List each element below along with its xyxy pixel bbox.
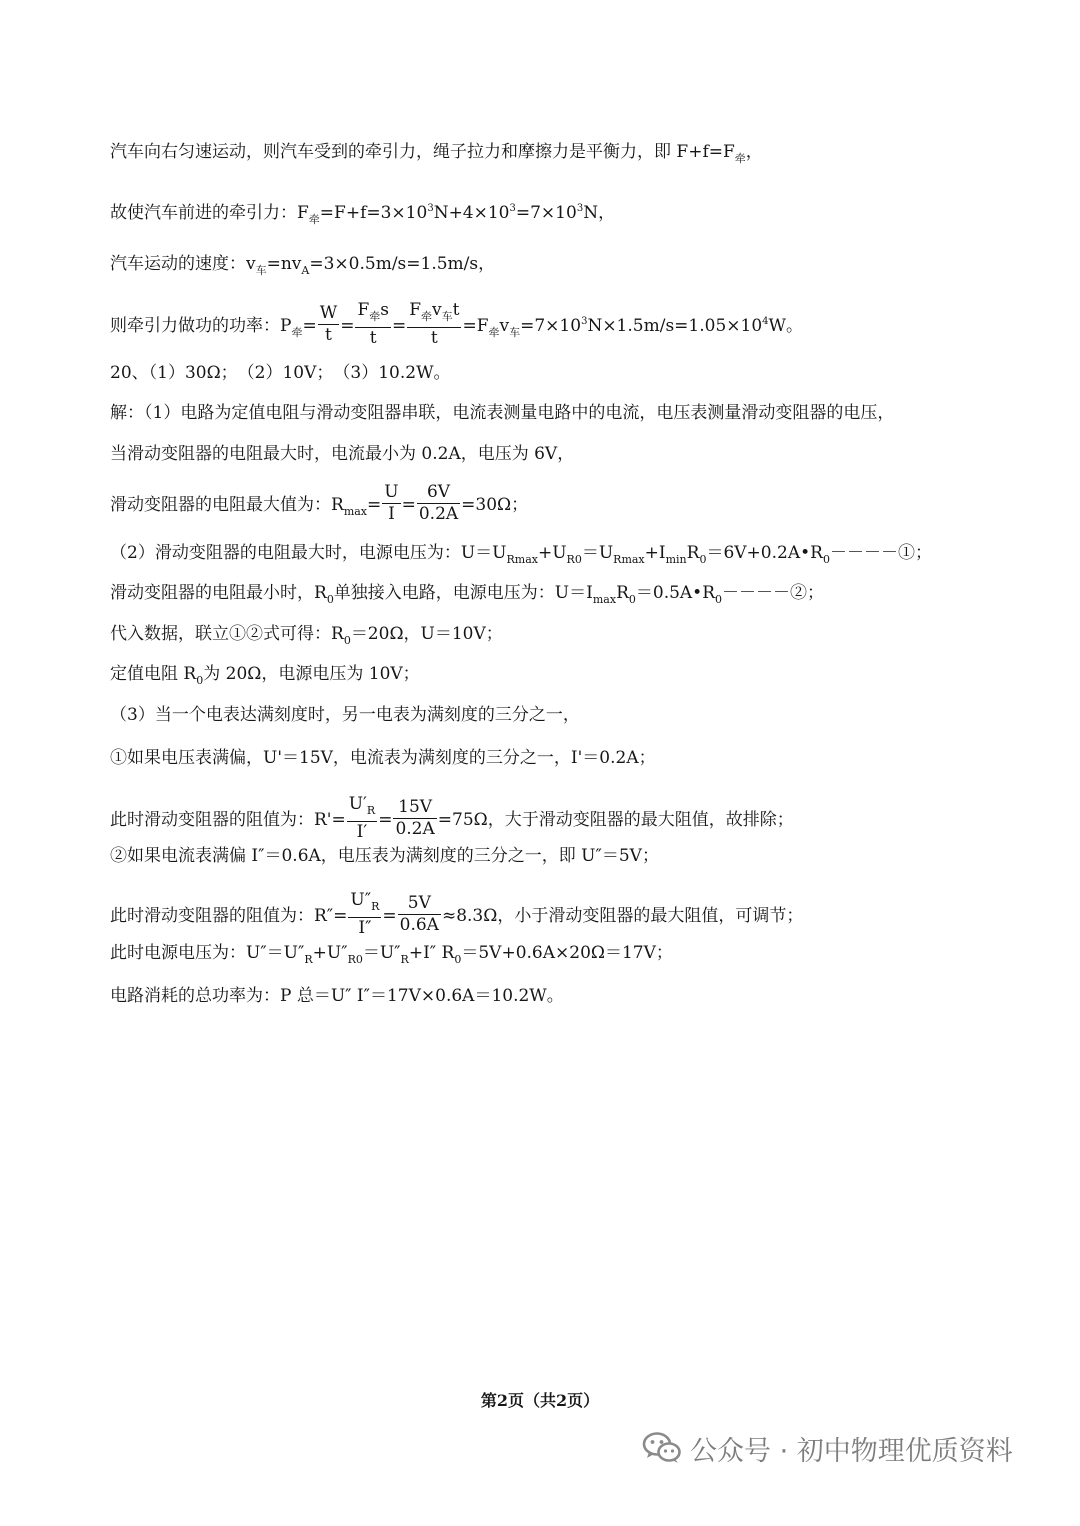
fraction-5v-over-06a: [398, 893, 441, 936]
subscript: 0: [699, 553, 707, 566]
fraction-ur2-over-i2: [348, 890, 381, 939]
text-line-7: [110, 443, 574, 465]
superscript: 3: [509, 203, 516, 214]
text: 电路消耗的总功率为：P 总＝U″ I″＝17V×0.6A＝10.2W。: [110, 986, 564, 1006]
text: N+4×10: [433, 203, 510, 223]
text: （3）当一个电表达满刻度时，另一电表为满刻度的三分之一，: [110, 705, 580, 725]
answer-summary: 20、（1）30Ω； （2）10V； （3）10.2W。: [110, 363, 451, 383]
text: =: [302, 316, 317, 336]
text: =nv: [266, 254, 302, 274]
numerator: [407, 300, 461, 328]
text: =F+f=3×10: [319, 203, 428, 223]
text: ≈8.3Ω，小于滑动变阻器的最大阻值，可调节；: [441, 906, 804, 926]
numerator: 15V: [393, 797, 436, 819]
text: （2）滑动变阻器的电阻最大时，电源电压为：U＝U: [110, 543, 507, 563]
text: ＝6V+0.2A•R: [706, 543, 823, 563]
text-line-13: [110, 704, 580, 726]
text: 汽车向右匀速运动，则汽车受到的牵引力，绳子拉力和摩擦力是平衡力，即 F+f=F: [110, 142, 735, 162]
text-line-18: [110, 942, 673, 971]
text: =7×10: [515, 203, 577, 223]
denominator: 0.6A: [399, 915, 439, 935]
subscript: max: [343, 505, 368, 518]
numerator: W: [319, 303, 338, 323]
text: F: [357, 300, 370, 320]
text-line-14: [110, 747, 656, 769]
text: =75Ω，大于滑动变阻器的最大阻值，故排除；: [437, 810, 794, 830]
subscript: R: [400, 953, 409, 966]
text: 解：（1）电路为定值电阻与滑动变阻器串联，电流表测量电路中的电流，电压表测量滑动变阻器的电压，: [110, 403, 895, 423]
text: +U″: [312, 943, 348, 963]
denominator: I′: [356, 822, 368, 842]
denominator: 0.2A: [395, 819, 435, 839]
text: ，: [745, 142, 763, 162]
denominator: 0.2A: [418, 504, 459, 524]
wechat-icon: [642, 1431, 682, 1465]
subscript: R0: [347, 953, 363, 966]
fraction-6v-over-02a: [417, 482, 460, 525]
subscript: 0: [326, 593, 334, 606]
text-line-6: [110, 402, 894, 424]
denominator: t: [325, 325, 332, 345]
denominator: t: [369, 328, 377, 348]
subscript: 车: [255, 264, 267, 277]
text: N×1.5m/s=1.05×10: [587, 316, 763, 336]
text: ＝U″: [362, 943, 401, 963]
text: N，: [583, 203, 616, 223]
numerator: U: [384, 482, 399, 502]
superscript: 3: [581, 316, 588, 327]
text: +U: [537, 543, 567, 563]
fraction-15v-over-02a: [393, 797, 436, 840]
text: U′: [348, 794, 367, 814]
text-line-15: [110, 796, 794, 845]
text: R: [616, 583, 629, 603]
subscript: Rmax: [613, 553, 645, 566]
fraction-w-over-t: [318, 303, 339, 346]
watermark-text: 公众号 · 初中物理优质资料: [690, 1435, 1013, 1467]
text-line-2: [110, 198, 615, 231]
denominator: I: [388, 504, 395, 524]
text: 单独接入电路，电源电压为：U＝I: [333, 583, 593, 603]
subscript: R0: [566, 553, 582, 566]
numerator: 5V: [398, 893, 441, 915]
text: ＝5V+0.6A×20Ω＝17V；: [461, 943, 673, 963]
text: t: [452, 300, 460, 320]
subscript: 牵: [488, 326, 500, 339]
denominator: I″: [358, 918, 372, 938]
text: R: [686, 543, 700, 563]
fraction-u-over-i: [382, 482, 400, 525]
text: 滑动变阻器的电阻最小时，R: [110, 583, 327, 603]
text-line-1: [110, 141, 763, 170]
subscript: 牵: [734, 152, 746, 165]
subscript: 0: [343, 634, 351, 647]
subscript: 牵: [369, 310, 381, 323]
text-line-16: [110, 845, 659, 867]
subscript: 0: [196, 674, 204, 687]
text: v: [499, 316, 510, 336]
superscript: 3: [576, 203, 584, 214]
text: v: [432, 300, 442, 320]
text-line-11: [110, 623, 503, 652]
text: =7×10: [520, 316, 582, 336]
text: ①如果电压表满偏，U'＝15V，电流表为满刻度的三分之一，I'＝0.2A；: [110, 748, 656, 768]
text: U″: [350, 890, 372, 910]
fraction-ur-over-i: [347, 794, 377, 843]
text-line-8: [110, 484, 528, 527]
text: 代入数据，联立①②式可得：R: [110, 624, 344, 644]
text: ＝U: [581, 543, 614, 563]
subscript: Rmax: [506, 553, 538, 566]
page-footer: 第2页（共2页）: [480, 1391, 600, 1410]
text: 故使汽车前进的牵引力：F: [110, 203, 309, 223]
numerator: [348, 890, 381, 918]
text: 此时滑动变阻器的阻值为：R'=: [110, 810, 346, 830]
text: +I: [644, 543, 666, 563]
text-line-10: [110, 582, 824, 611]
subscript: 牵: [308, 213, 320, 226]
text: =: [391, 316, 407, 336]
text: =: [378, 810, 393, 830]
subscript: 牵: [291, 326, 303, 339]
text: 则牵引力做功的功率：P: [110, 316, 292, 336]
subscript: A: [301, 264, 310, 277]
text: ＝20Ω，U＝10V；: [350, 624, 503, 644]
fraction-fs-over-t: [355, 300, 391, 349]
subscript: R: [366, 804, 376, 817]
subscript: min: [665, 553, 687, 566]
text: F: [409, 300, 422, 320]
subscript: 0: [454, 953, 462, 966]
text: +I″ R: [408, 943, 455, 963]
text: 当滑动变阻器的电阻最大时，电流最小为 0.2A，电压为 6V，: [110, 444, 575, 464]
text-line-17: [110, 892, 803, 941]
numerator: [347, 794, 377, 822]
text: =3×0.5m/s=1.5m/s，: [309, 254, 496, 274]
text: 为 20Ω，电源电压为 10V；: [203, 664, 420, 684]
subscript: R: [304, 953, 313, 966]
text: ②如果电流表满偏 I″＝0.6A，电压表为满刻度的三分之一，即 U″＝5V；: [110, 846, 659, 866]
text: 汽车运动的速度：v: [110, 254, 256, 274]
text: =: [401, 495, 416, 515]
subscript: 0: [628, 593, 636, 606]
denominator: t: [430, 328, 438, 348]
superscript: 3: [427, 203, 434, 214]
watermark: [642, 1430, 1013, 1466]
text-line-12: [110, 663, 420, 692]
text: W。: [768, 316, 803, 336]
subscript: 0: [822, 553, 830, 566]
text: ＝0.5A•R: [635, 583, 716, 603]
numerator: [355, 300, 391, 328]
subscript: 牵: [421, 310, 433, 323]
subscript: R: [371, 900, 380, 913]
text: =30Ω；: [461, 495, 529, 515]
text-line-9: [110, 542, 932, 571]
subscript: 车: [441, 310, 453, 323]
text: －－－－②；: [722, 583, 825, 603]
subscript: max: [592, 593, 617, 606]
superscript: 4: [762, 316, 769, 327]
text-line-4: [110, 302, 803, 351]
text: s: [380, 300, 389, 320]
subscript: 0: [715, 593, 723, 606]
text: 滑动变阻器的电阻最大值为：R: [110, 495, 344, 515]
fraction-fvt-over-t: [407, 300, 461, 349]
text-line-5: [110, 362, 451, 384]
text: 此时电源电压为：U″＝U″: [110, 943, 305, 963]
text-line-3: [110, 253, 495, 282]
text: =: [340, 316, 355, 336]
text: =F: [462, 316, 489, 336]
text: =: [367, 495, 382, 515]
text: =: [382, 906, 397, 926]
text: 定值电阻 R: [110, 664, 197, 684]
text: 此时滑动变阻器的阻值为：R″=: [110, 906, 348, 926]
numerator: 6V: [417, 482, 460, 504]
text-line-19: [110, 985, 564, 1007]
subscript: 车: [509, 326, 521, 339]
text: －－－－①；: [829, 543, 932, 563]
